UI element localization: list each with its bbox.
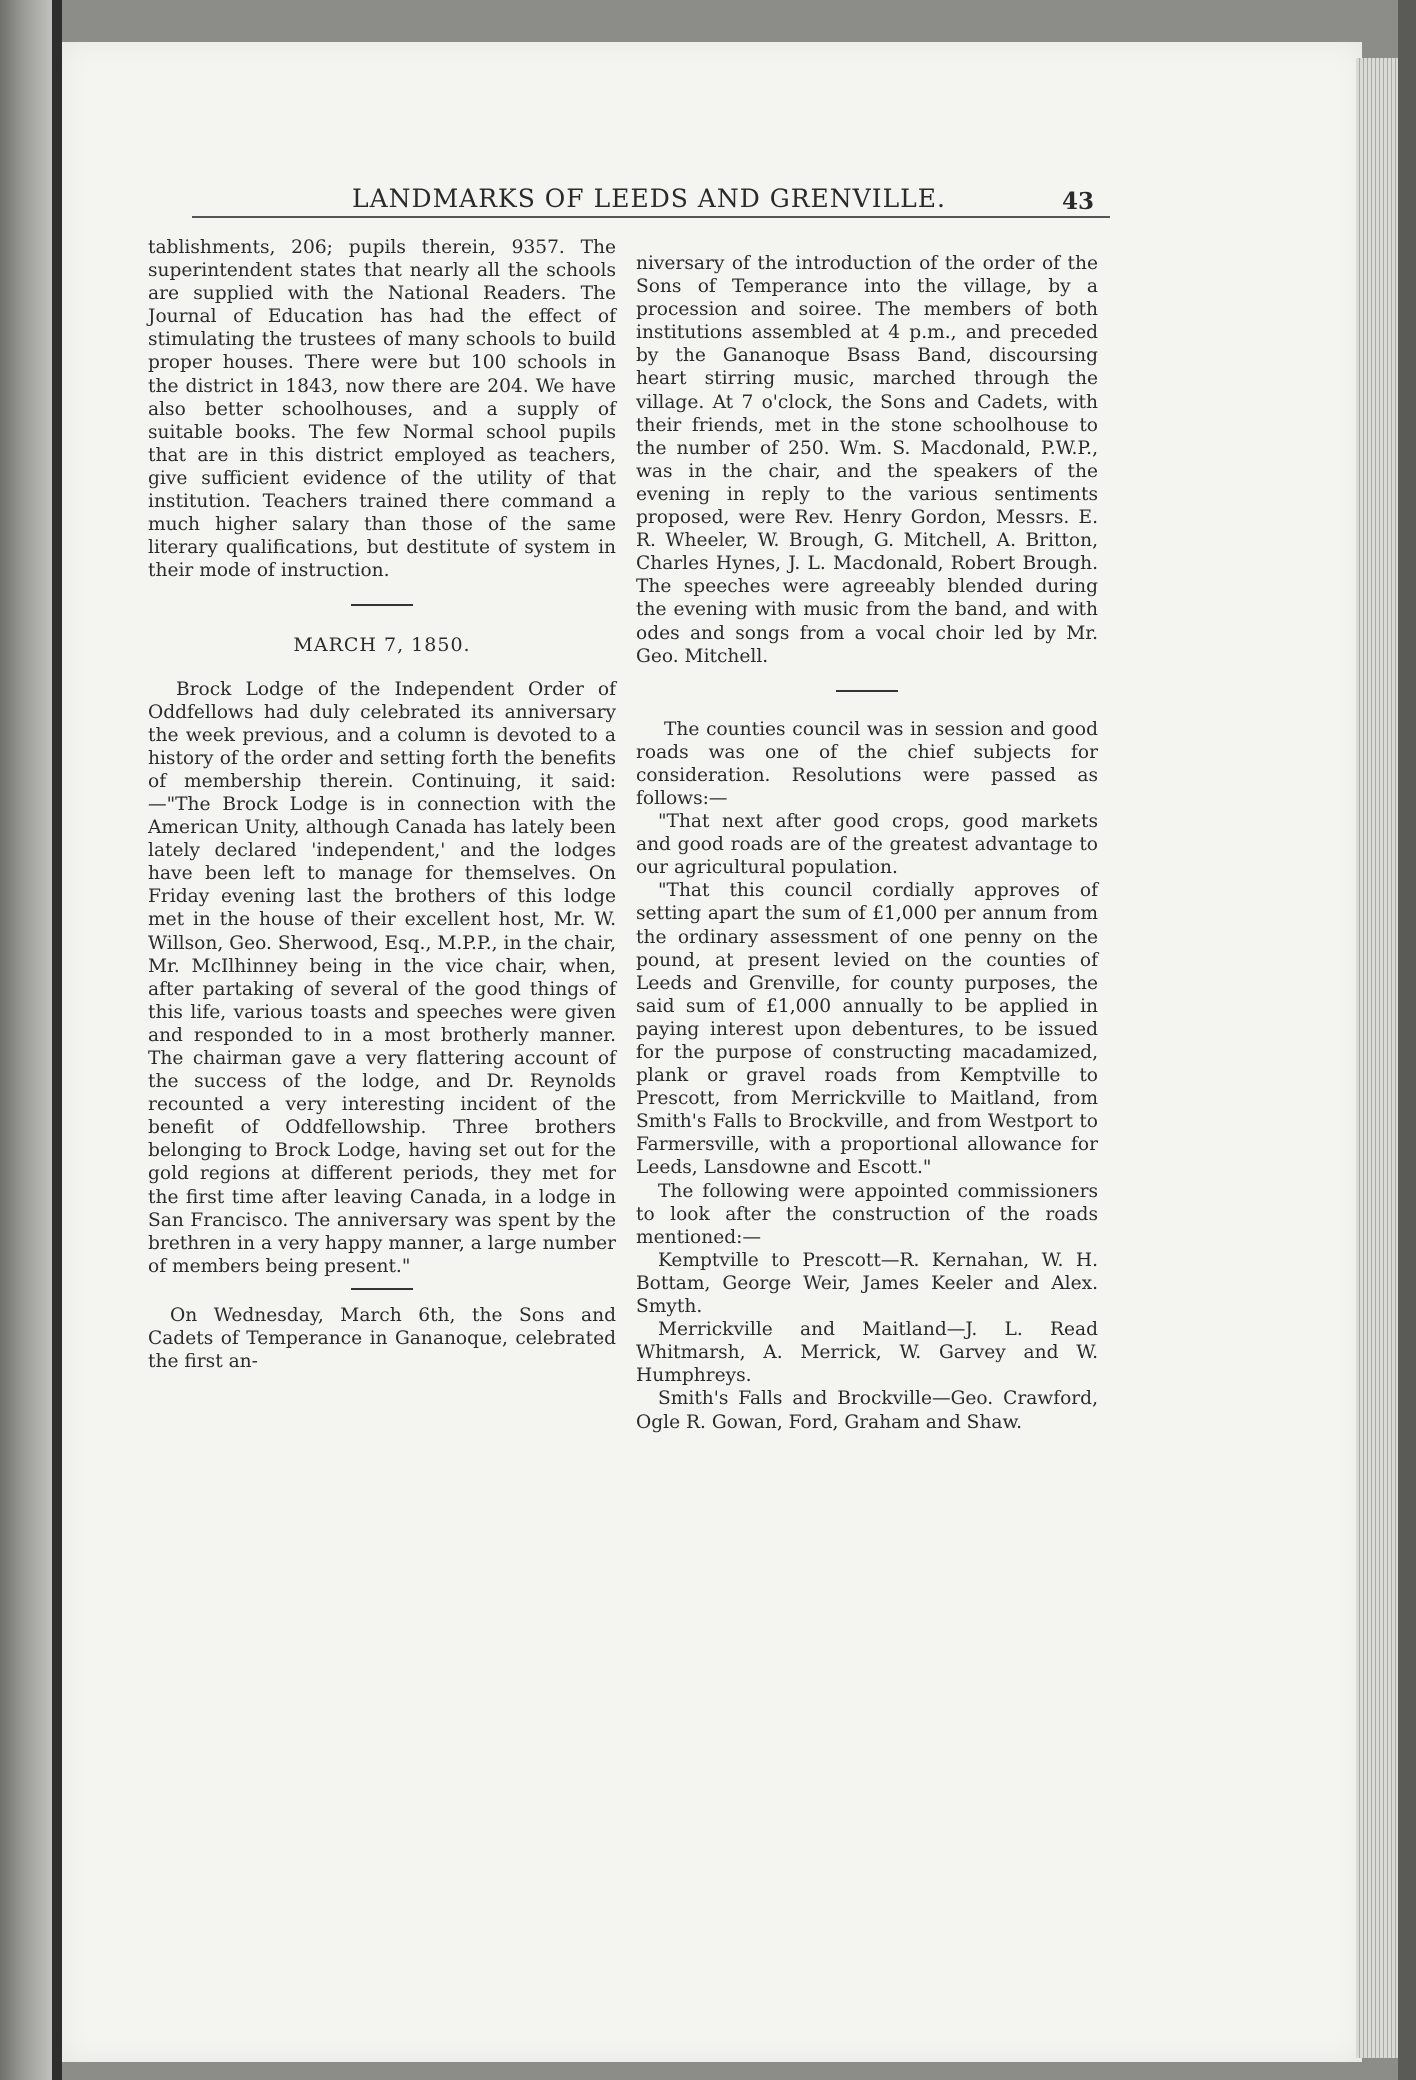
paragraph: On Wednesday, March 6th, the Sons and Cadets of Temperance in Gananoque, celebrated the first an- <box>148 1304 616 1373</box>
header-rule <box>192 216 1110 218</box>
spine-shadow <box>52 0 62 2080</box>
right-column <box>636 252 1098 1434</box>
page-header <box>192 180 1112 216</box>
binding-edge <box>0 0 58 2080</box>
left-column <box>148 236 616 1373</box>
scan-border <box>1398 0 1416 2080</box>
section-heading: MARCH 7, 1850. <box>293 634 471 657</box>
paragraph: Brock Lodge of the Independent Order of Oddfellows had duly celebrated its anniversary the week previous, and a column is devoted to a history of the order and setting forth the benefits of membership therein. Continuing, it said:—"The Brock Lodge is in connection with the American Unity, although Canada has lately been lately declared 'independent,' and the lodges have been left to manage for themselves. On Friday evening last the brothers of this lodge met in the house of their excellent host, Mr. W. Willson, Geo. Sherwood, Esq., M.P.P., in the chair, Mr. McIlhinney being in the vice chair, when, after partaking of several of the good things of this life, various toasts and speeches were given and responded to in a most brotherly manner. The chairman gave a very flattering account of the success of the lodge, and Dr. Reynolds recounted a very interesting incident of the benefit of Oddfellowship. Three brothers belonging to Brock Lodge, having set out for the gold regions at different periods, they met for the first time after leaving Canada, in a lodge in San Francisco. The anniversary was spent by the brethren in a very happy manner, a large number of members being present." <box>148 678 616 1277</box>
paragraph: Merrickville and Maitland—J. L. Read Whitmarsh, A. Merrick, W. Garvey and W. Humphreys. <box>636 1319 1098 1387</box>
running-title: LANDMARKS OF LEEDS AND GRENVILLE. <box>352 184 946 213</box>
paragraph: niversary of the introduction of the order of the Sons of Temperance into the village, by a procession and soiree. The members of both institutions assembled at 4 p.m., and preceded by the Gananoque Bsass Band, discoursing heart stirring music, marched through the village. At 7 o'clock, the Sons and Cadets, with their friends, met in the stone schoolhouse to the number of 250. Wm. S. Macdonald, P.W.P., was in the chair, and the speakers of the evening in reply to the various sentiments proposed, were Rev. Henry Gordon, Messrs. E. R. Wheeler, W. Brough, G. Mitchell, A. Britton, Charles Hynes, J. L. Macdonald, Robert Brough. The speeches were agreeably blended during the evening with music from the band, and with odes and songs from a vocal choir led by Mr. Geo. Mitchell. <box>636 253 1098 667</box>
paragraph: Smith's Falls and Brockville—Geo. Crawford, Ogle R. Gowan, Ford, Graham and Shaw. <box>636 1388 1098 1433</box>
section-divider <box>836 690 898 692</box>
section-divider <box>351 604 413 606</box>
paragraph: "That this council cordially approves of setting apart the sum of £1,000 per annum from the ordinary assessment of one penny on the pound, at present levied on the counties of Leeds and Grenville, for county purposes, the said sum of £1,000 annually to be applied in paying interest upon debentures, to be issued for the purpose of constructing macadamized, plank or gravel roads from Kemptville to Prescott, from Merrickville to Maitland, from Smith's Falls to Brockville, and from Westport to Farmersville, with a proportional allowance for Leeds, Lansdowne and Escott." <box>636 880 1098 1179</box>
paragraph: tablishments, 206; pupils therein, 9357. The superintendent states that nearly all the schools are supplied with the National Readers. The Journal of Education has had the effect of stimulating the trustees of many schools to build proper houses. There were but 100 schools in the district in 1843, now there are 204. We have also better schoolhouses, and a supply of suitable books. The few Normal school pupils that are in this district employed as teachers, give sufficient evidence of the utility of that institution. Teachers trained there command a much higher salary than those of the same literary qualifications, but destitute of system in their mode of instruction. <box>148 237 616 582</box>
paragraph: The counties council was in session and good roads was one of the chief subjects for consideration. Resolutions were passed as follows:— <box>636 718 1098 809</box>
paragraph: Kemptville to Prescott—R. Kernahan, W. H. Bottam, George Weir, James Keeler and Alex. Smyth. <box>636 1249 1098 1318</box>
page-number: 43 <box>1061 188 1094 215</box>
paragraph: "That next after good crops, good markets and good roads are of the greatest advantage to our agricultural population. <box>636 811 1098 879</box>
paragraph: The following were appointed commissioners to look after the construction of the roads mentioned:— <box>636 1180 1098 1248</box>
section-divider <box>351 1288 413 1290</box>
